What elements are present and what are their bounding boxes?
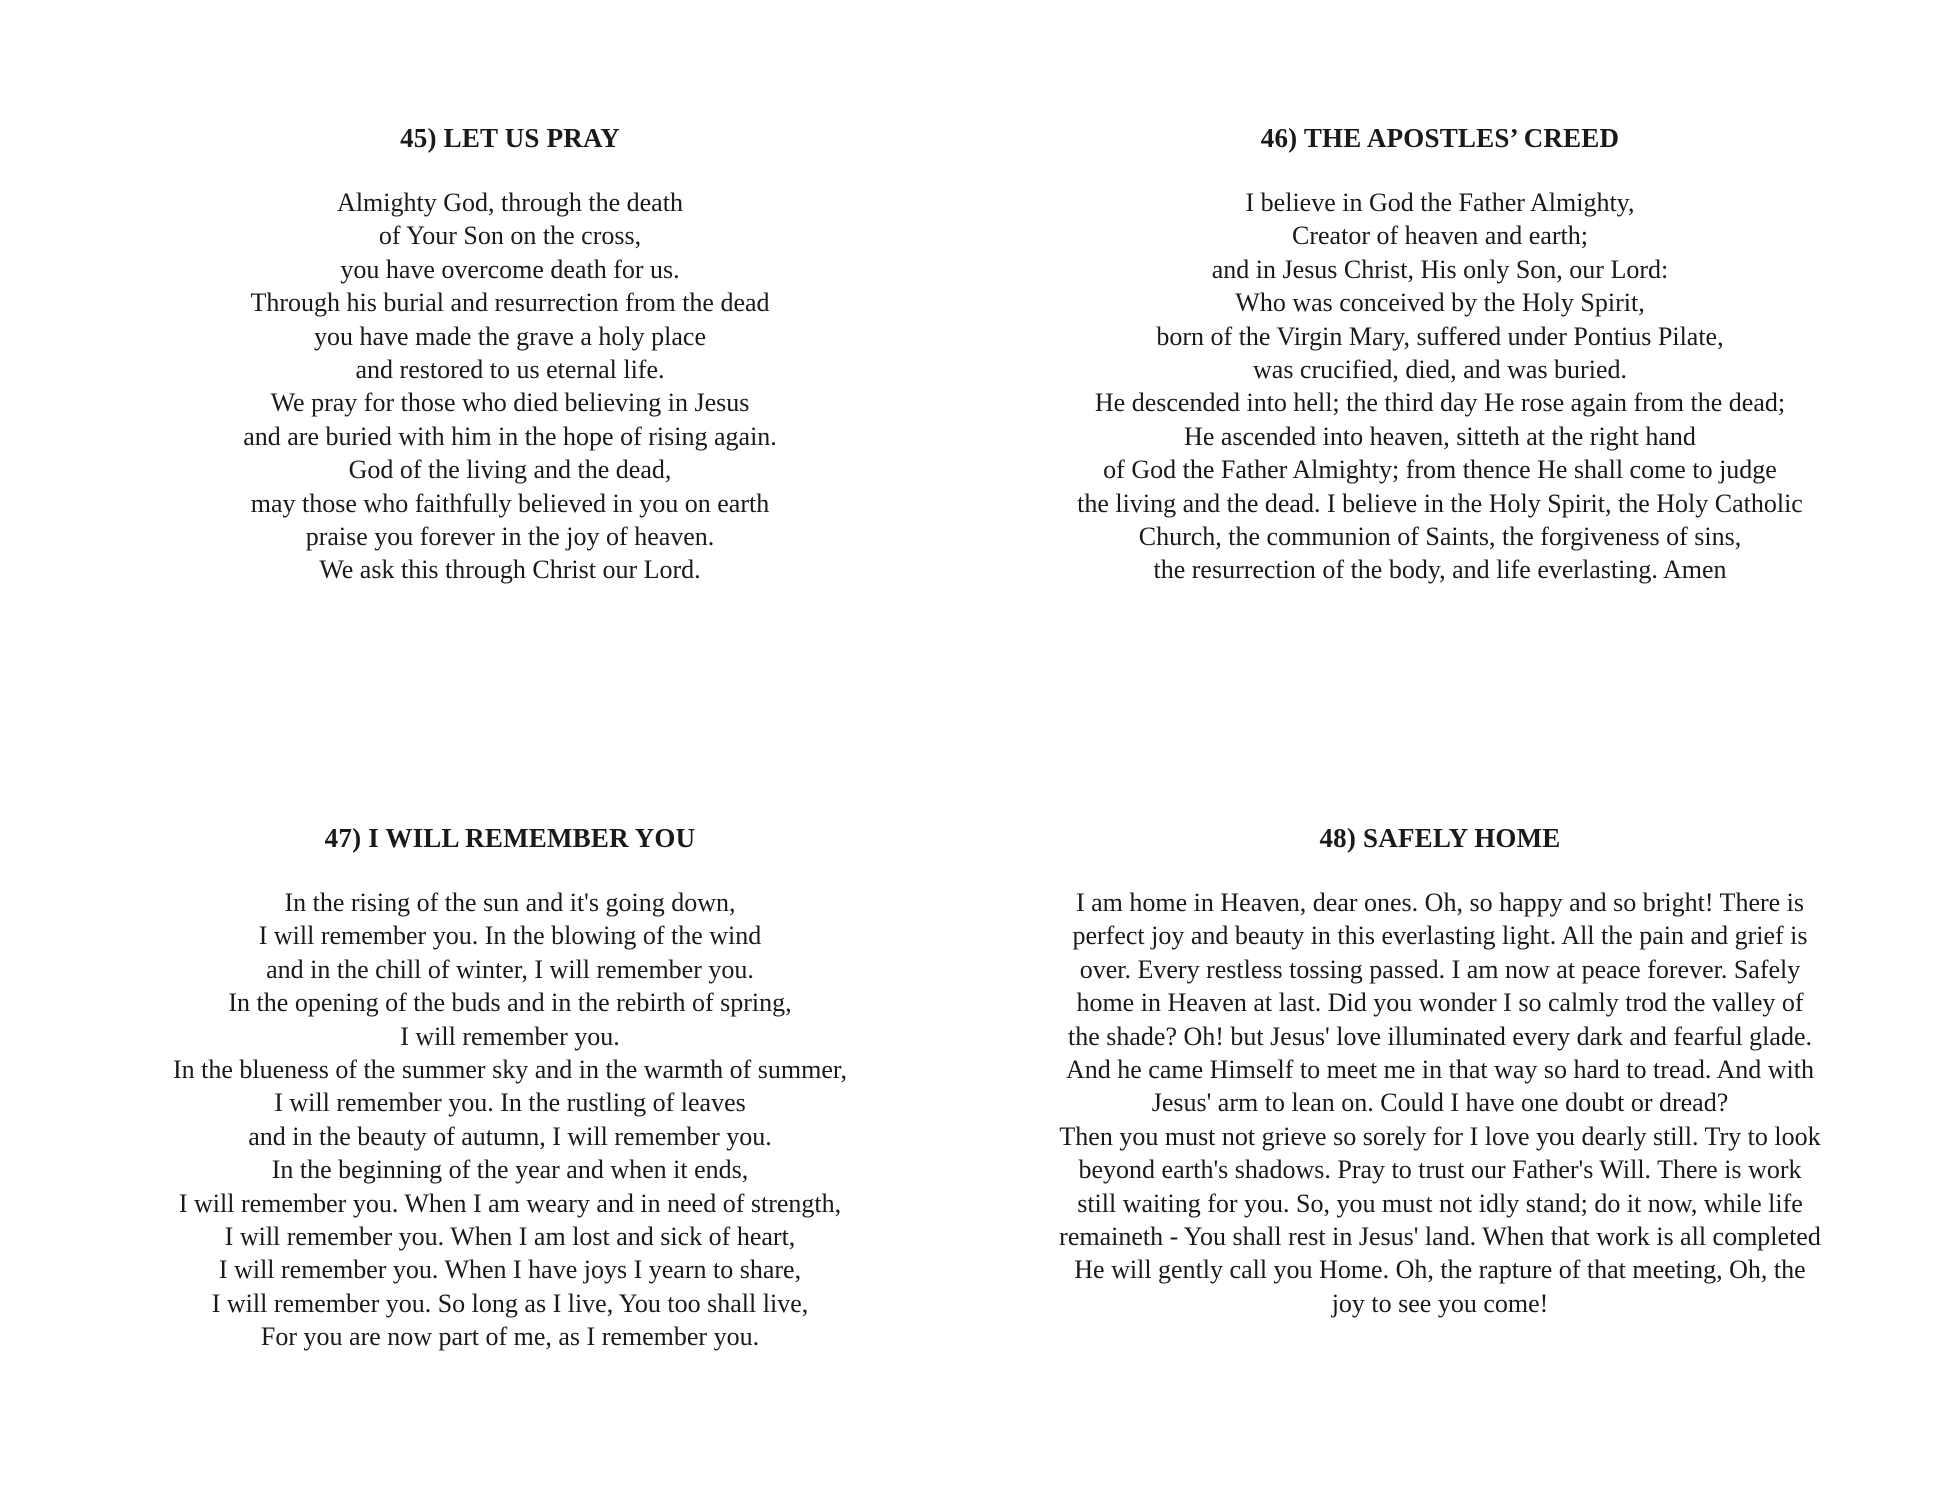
text-line: I will remember you. So long as I live, You too shall live, [211,1288,809,1318]
section-title: 46) THE APOSTLES’ CREED [1260,123,1620,153]
text-line: Jesus' arm to lean on. Could I have one doubt or dread? [1151,1088,1729,1118]
text-line: and in the beauty of autumn, I will remember you. [248,1121,772,1151]
section-title: 45) LET US PRAY [400,123,620,153]
text-line: the shade? Oh! but Jesus' love illuminated every dark and fearful glade. [1068,1021,1812,1051]
text-line: He descended into hell; the third day He rose again from the dead; [1094,388,1786,418]
text-line: Who was conceived by the Holy Spirit, [1235,288,1645,318]
text-line: Then you must not grieve so sorely for I love you dearly still. Try to look [1059,1121,1821,1151]
text-line: I am home in Heaven, dear ones. Oh, so happy and so bright! There is [1075,888,1805,917]
text-line: and restored to us eternal life. [355,355,665,385]
text-line: Almighty God, through the death [337,188,683,217]
text-line: Creator of heaven and earth; [1292,221,1588,251]
text-line: I will remember you. In the blowing of the wind [258,921,762,951]
text-line: and in the chill of winter, I will remember you. [266,954,754,984]
poem-text [1010,886,1870,1320]
text-line: of Your Son on the cross, [378,221,642,251]
text-line: and are buried with him in the hope of rising again. [243,421,777,451]
text-line: over. Every restless tossing passed. I am now at peace forever. Safely [1079,954,1801,984]
text-line: the living and the dead. I believe in the Holy Spirit, the Holy Catholic [1077,488,1803,518]
text-line: He ascended into heaven, sitteth at the right hand [1184,421,1696,451]
prayer-text [110,186,910,587]
creed-text [1010,186,1870,587]
text-line: In the beginning of the year and when it ends, [271,1155,749,1185]
text-line: praise you forever in the joy of heaven. [305,522,715,552]
text-line: For you are now part of me, as I remember you. [260,1322,760,1352]
text-line: I will remember you. When I am lost and sick of heart, [224,1222,796,1252]
text-line: beyond earth's shadows. Pray to trust our Father's Will. There is work [1078,1155,1802,1185]
text-line: We ask this through Christ our Lord. [319,555,701,585]
text-line: In the blueness of the summer sky and in the warmth of summer, [172,1055,848,1085]
text-line: you have overcome death for us. [340,254,680,284]
text-line: I believe in God the Father Almighty, [1245,188,1635,217]
text-line: I will remember you. When I am weary and in need of strength, [178,1188,842,1218]
section-safely-home [1010,822,1870,1320]
text-line: you have made the grave a holy place [314,321,706,351]
text-line: was crucified, died, and was buried. [1253,355,1627,385]
poem-text [110,886,910,1354]
text-line: still waiting for you. So, you must not idly stand; do it now, while life [1077,1188,1803,1218]
text-line: perfect joy and beauty in this everlasting light. All the pain and grief is [1072,921,1808,951]
text-line: I will remember you. When I have joys I yearn to share, [218,1255,802,1285]
text-line: He will gently call you Home. Oh, the rapture of that meeting, Oh, the [1074,1255,1806,1285]
text-line: In the rising of the sun and it's going down, [284,888,736,917]
section-title: 48) SAFELY HOME [1319,823,1561,853]
text-line: remaineth - You shall rest in Jesus' land. When that work is all completed [1059,1222,1821,1252]
section-title: 47) I WILL REMEMBER YOU [324,823,696,853]
text-line: and in Jesus Christ, His only Son, our Lord: [1211,254,1669,284]
text-line: the resurrection of the body, and life everlasting. Amen [1153,555,1727,585]
text-line: We pray for those who died believing in Jesus [270,388,750,418]
text-line: Church, the communion of Saints, the forgiveness of sins, [1138,522,1742,552]
text-line: I will remember you. [400,1021,620,1051]
section-apostles-creed [1010,122,1870,587]
section-let-us-pray [110,122,910,587]
text-line: And he came Himself to meet me in that way so hard to tread. And with [1065,1055,1815,1085]
section-i-will-remember-you [110,822,910,1354]
text-line: of God the Father Almighty; from thence He shall come to judge [1103,455,1777,485]
text-line: may those who faithfully believed in you on earth [250,488,770,518]
text-line: home in Heaven at last. Did you wonder I so calmly trod the valley of [1076,988,1804,1018]
text-line: joy to see you come! [1331,1288,1549,1318]
text-line: I will remember you. In the rustling of leaves [274,1088,746,1118]
text-line: Through his burial and resurrection from the dead [250,288,770,318]
text-line: God of the living and the dead, [348,455,672,485]
text-line: born of the Virgin Mary, suffered under Pontius Pilate, [1156,321,1724,351]
text-line: In the opening of the buds and in the rebirth of spring, [228,988,792,1018]
